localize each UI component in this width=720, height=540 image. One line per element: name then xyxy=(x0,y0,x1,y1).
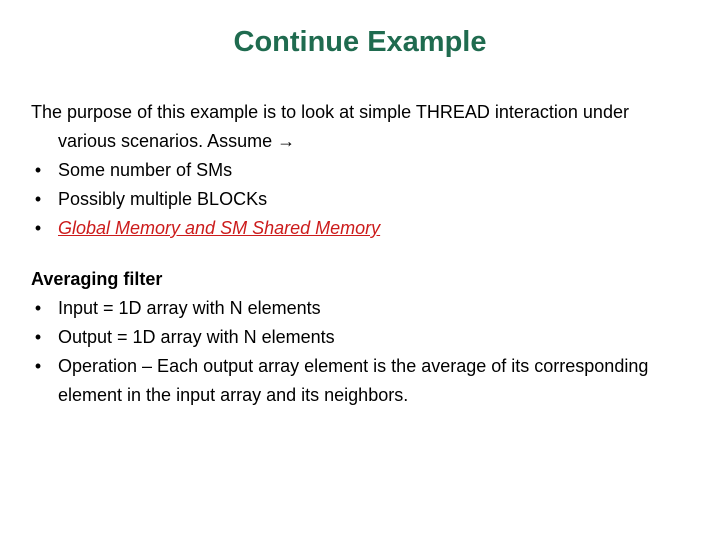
bullet-text: Input = 1D array with N elements xyxy=(58,298,321,318)
intro-paragraph xyxy=(31,98,671,156)
list-item xyxy=(31,156,671,185)
bullet-text: Possibly multiple BLOCKs xyxy=(58,189,268,209)
right-arrow-icon: → xyxy=(277,131,296,151)
intro-section xyxy=(31,98,671,243)
intro-text: The purpose of this example is to look at simple THREAD interaction under various scenarios. Assume xyxy=(31,102,629,151)
list-item xyxy=(31,323,671,352)
bullet-text: Output = 1D array with N elements xyxy=(58,327,335,347)
bullet-icon: • xyxy=(34,189,42,209)
bullet-icon: • xyxy=(34,327,42,347)
list-item xyxy=(31,352,671,410)
section-heading: Averaging filter xyxy=(31,269,163,289)
bullet-icon: • xyxy=(34,356,42,376)
list-item xyxy=(31,214,671,243)
bullet-icon: • xyxy=(34,298,42,318)
highlighted-bullet-text: Global Memory and SM Shared Memory xyxy=(58,218,381,238)
list-item xyxy=(31,294,671,323)
list-item xyxy=(31,185,671,214)
averaging-filter-section xyxy=(31,265,671,410)
bullet-text: Operation – Each output array element is the average of its corresponding element in the input array and its neighbors. xyxy=(58,356,649,405)
bullet-text: Some number of SMs xyxy=(58,160,233,180)
slide-title: Continue Example xyxy=(233,26,487,58)
bullet-icon: • xyxy=(34,160,42,180)
bullet-icon: • xyxy=(34,218,42,238)
